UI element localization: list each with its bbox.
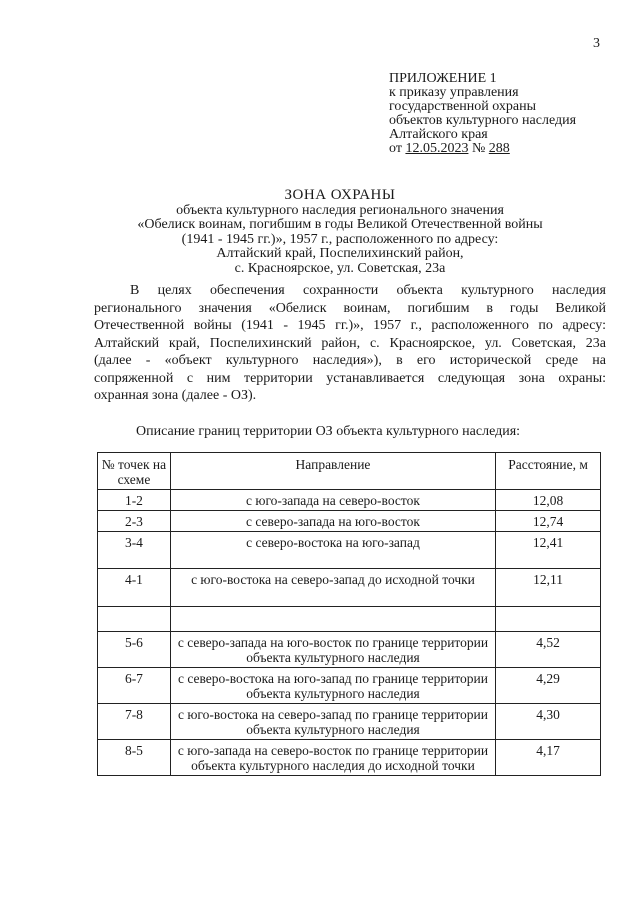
table-row bbox=[98, 740, 601, 776]
cell-direction bbox=[170, 607, 495, 632]
cell-direction: с северо-запада на юго-восток по границе территории объекта культурного наследия bbox=[170, 632, 495, 668]
title-main: ЗОНА ОХРАНЫ bbox=[284, 187, 396, 203]
cell-distance: 12,74 bbox=[496, 511, 601, 532]
cell-distance: 4,29 bbox=[496, 668, 601, 704]
cell-direction: с северо-запада на юго-восток bbox=[170, 511, 495, 532]
paragraph-line: охранная зона (далее - ОЗ). bbox=[94, 388, 257, 403]
paragraph-line: В целях обеспечения сохранности объекта культурного наследия bbox=[130, 283, 606, 298]
header-distance: Расстояние, м bbox=[496, 453, 601, 490]
cell-distance: 12,11 bbox=[496, 569, 601, 607]
cell-distance: 12,08 bbox=[496, 490, 601, 511]
table-row bbox=[98, 632, 601, 668]
cell-direction: с юго-востока на северо-запад до исходной точки bbox=[170, 569, 495, 607]
number-prefix: № bbox=[471, 141, 486, 156]
table-header-row bbox=[98, 453, 601, 490]
paragraph-line: Алтайский край, Поспелихинский район, с. Красноярское, ул. Советская, 23а bbox=[94, 335, 606, 351]
table-row bbox=[98, 511, 601, 532]
cell-points: 7-8 bbox=[98, 704, 171, 740]
header-points: № точек на схеме bbox=[98, 453, 171, 490]
paragraph-line: регионального значения «Обелиск воинам, погибшим в годы Великой bbox=[94, 300, 606, 316]
paragraph-line: сопряженной с ним территории устанавливается следующая зона охраны: bbox=[94, 370, 606, 386]
cell-points: 6-7 bbox=[98, 668, 171, 704]
order-number: 288 bbox=[488, 141, 510, 156]
page-number: 3 bbox=[593, 36, 600, 51]
cell-direction: с северо-востока на юго-запад bbox=[170, 532, 495, 569]
header-direction: Направление bbox=[170, 453, 495, 490]
title-line: Алтайский край, Поспелихинский район, bbox=[216, 246, 464, 261]
order-date: 12.05.2023 bbox=[405, 141, 469, 156]
title-line: объекта культурного наследия регионального значения bbox=[176, 202, 504, 218]
table-row bbox=[98, 490, 601, 511]
boundary-table bbox=[97, 452, 601, 776]
table-row-empty bbox=[98, 607, 601, 632]
title-line: (1941 - 1945 гг.)», 1957 г., расположенного по адресу: bbox=[181, 231, 499, 247]
cell-direction: с юго-запада на северо-восток по границе территории объекта культурного наследия до исходной точки bbox=[170, 740, 495, 776]
cell-points bbox=[98, 607, 171, 632]
cell-distance: 4,30 bbox=[496, 704, 601, 740]
appendix-line: объектов культурного наследия bbox=[389, 113, 577, 128]
title-line: с. Красноярское, ул. Советская, 23а bbox=[234, 260, 446, 276]
appendix-line: Алтайского края bbox=[389, 127, 488, 142]
cell-distance: 4,52 bbox=[496, 632, 601, 668]
document-title bbox=[60, 188, 620, 276]
body-paragraph bbox=[94, 282, 606, 405]
cell-distance bbox=[496, 607, 601, 632]
cell-points: 8-5 bbox=[98, 740, 171, 776]
appendix-line: государственной охраны bbox=[389, 99, 537, 114]
paragraph-line: (далее - «объект культурного наследия»), в его исторической среде на bbox=[94, 353, 606, 368]
title-line: «Обелиск воинам, погибшим в годы Великой Отечественной войны bbox=[137, 217, 543, 232]
cell-direction: с юго-востока на северо-запад по границе территории объекта культурного наследия bbox=[170, 704, 495, 740]
cell-points: 1-2 bbox=[98, 490, 171, 511]
cell-points: 5-6 bbox=[98, 632, 171, 668]
cell-direction: с юго-запада на северо-восток bbox=[170, 490, 495, 511]
table-row bbox=[98, 704, 601, 740]
paragraph-line: Отечественной войны (1941 - 1945 гг.)», 1957 г., расположенного по адресу: bbox=[94, 318, 606, 333]
table-row bbox=[98, 569, 601, 607]
cell-distance: 12,41 bbox=[496, 532, 601, 569]
cell-points: 2-3 bbox=[98, 511, 171, 532]
appendix-date-line bbox=[389, 142, 576, 156]
cell-points: 3-4 bbox=[98, 532, 171, 569]
table-caption: Описание границ территории ОЗ объекта культурного наследия: bbox=[136, 424, 521, 439]
appendix-block bbox=[389, 72, 576, 156]
cell-points: 4-1 bbox=[98, 569, 171, 607]
cell-distance: 4,17 bbox=[496, 740, 601, 776]
date-prefix: от bbox=[389, 141, 402, 156]
cell-direction: с северо-востока на юго-запад по границе территории объекта культурного наследия bbox=[170, 668, 495, 704]
table-row bbox=[98, 668, 601, 704]
appendix-heading: ПРИЛОЖЕНИЕ 1 bbox=[389, 71, 497, 86]
appendix-line: к приказу управления bbox=[389, 85, 519, 100]
table-row bbox=[98, 532, 601, 569]
